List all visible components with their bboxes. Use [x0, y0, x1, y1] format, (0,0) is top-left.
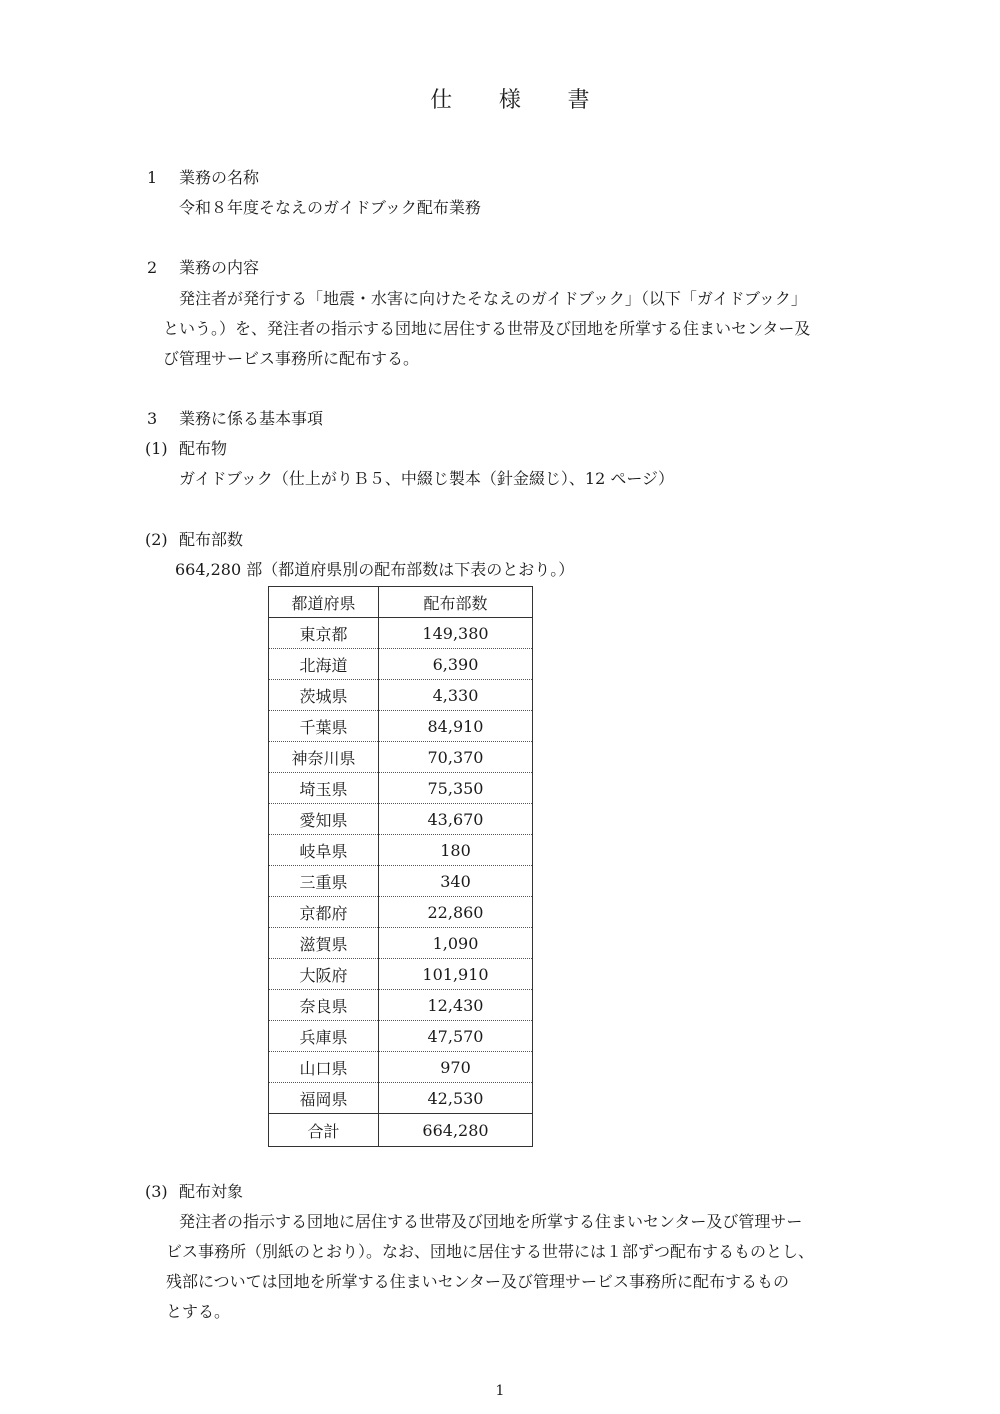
table-row	[269, 959, 533, 990]
document-title: 仕 様 書	[430, 88, 610, 113]
table-row	[269, 897, 533, 928]
prefecture-cell: 京都府	[269, 897, 379, 928]
section-2-heading: 業務の内容	[179, 258, 260, 277]
table-row	[269, 1052, 533, 1083]
count-cell: 180	[379, 835, 533, 866]
subsection-3-line: 残部については団地を所掌する住まいセンター及び管理サービス事務所に配布するもの	[166, 1272, 790, 1291]
table-row	[269, 835, 533, 866]
subsection-1-body: ガイドブック（仕上がりＢ５、中綴じ製本（針金綴じ）、12 ページ）	[179, 469, 675, 488]
table-row	[269, 804, 533, 835]
table-header-prefecture: 都道府県	[269, 587, 379, 618]
section-3-number: 3	[147, 409, 158, 428]
count-cell: 22,860	[379, 897, 533, 928]
prefecture-cell: 大阪府	[269, 959, 379, 990]
count-cell: 149,380	[379, 618, 533, 649]
count-cell: 101,910	[379, 959, 533, 990]
prefecture-cell: 福岡県	[269, 1083, 379, 1114]
subsection-2-label: (2)	[145, 530, 168, 549]
subsection-3-line: ビス事務所（別紙のとおり）。なお、団地に居住する世帯には１部ずつ配布するものとし、	[166, 1242, 815, 1261]
count-cell: 47,570	[379, 1021, 533, 1052]
count-cell: 1,090	[379, 928, 533, 959]
table-row	[269, 680, 533, 711]
count-cell: 70,370	[379, 742, 533, 773]
table-row	[269, 1083, 533, 1114]
count-cell: 75,350	[379, 773, 533, 804]
count-cell: 12,430	[379, 990, 533, 1021]
table-header-row	[269, 587, 533, 618]
prefecture-cell: 愛知県	[269, 804, 379, 835]
subsection-3-line: 発注者の指示する団地に居住する世帯及び団地を所掌する住まいセンター及び管理サー	[179, 1212, 803, 1231]
subsection-2-heading: 配布部数	[179, 530, 244, 549]
prefecture-cell: 岐阜県	[269, 835, 379, 866]
count-cell: 42,530	[379, 1083, 533, 1114]
section-1-number: 1	[147, 168, 158, 187]
prefecture-cell: 茨城県	[269, 680, 379, 711]
prefecture-cell: 三重県	[269, 866, 379, 897]
section-2-line: 発注者が発行する「地震・水害に向けたそなえのガイドブック」（以下「ガイドブック」	[179, 289, 807, 308]
table-row	[269, 649, 533, 680]
count-cell: 84,910	[379, 711, 533, 742]
count-cell: 6,390	[379, 649, 533, 680]
subsection-1-heading: 配布物	[179, 439, 228, 458]
prefecture-cell: 千葉県	[269, 711, 379, 742]
subsection-3-label: (3)	[145, 1182, 168, 1201]
section-2-line: という。）を、発注者の指示する団地に居住する世帯及び団地を所掌する住まいセンター及	[163, 319, 811, 338]
prefecture-cell: 奈良県	[269, 990, 379, 1021]
count-cell: 970	[379, 1052, 533, 1083]
section-2-line: び管理サービス事務所に配布する。	[163, 349, 420, 368]
distribution-table	[268, 586, 533, 1147]
section-2-number: 2	[147, 258, 158, 277]
table-row	[269, 928, 533, 959]
table-total-row	[269, 1114, 533, 1147]
prefecture-cell: 東京都	[269, 618, 379, 649]
subsection-1-label: (1)	[145, 439, 168, 458]
prefecture-cell: 兵庫県	[269, 1021, 379, 1052]
page-number: 1	[495, 1383, 505, 1399]
prefecture-cell: 滋賀県	[269, 928, 379, 959]
table-header-count: 配布部数	[379, 587, 533, 618]
subsection-2-body: 664,280 部（都道府県別の配布部数は下表のとおり。）	[175, 560, 575, 579]
count-cell: 4,330	[379, 680, 533, 711]
prefecture-cell: 山口県	[269, 1052, 379, 1083]
table-row	[269, 711, 533, 742]
total-label-cell: 合計	[269, 1114, 379, 1147]
table-row	[269, 866, 533, 897]
table-row	[269, 990, 533, 1021]
section-1-body: 令和８年度そなえのガイドブック配布業務	[179, 198, 481, 217]
subsection-3-heading: 配布対象	[179, 1182, 244, 1201]
count-cell: 43,670	[379, 804, 533, 835]
table-row	[269, 742, 533, 773]
total-count-cell: 664,280	[379, 1114, 533, 1147]
table-row	[269, 618, 533, 649]
section-1-heading: 業務の名称	[179, 168, 260, 187]
section-3-heading: 業務に係る基本事項	[179, 409, 324, 428]
count-cell: 340	[379, 866, 533, 897]
prefecture-cell: 神奈川県	[269, 742, 379, 773]
prefecture-cell: 埼玉県	[269, 773, 379, 804]
prefecture-cell: 北海道	[269, 649, 379, 680]
subsection-3-line: とする。	[166, 1302, 231, 1321]
table-row	[269, 1021, 533, 1052]
table-row	[269, 773, 533, 804]
